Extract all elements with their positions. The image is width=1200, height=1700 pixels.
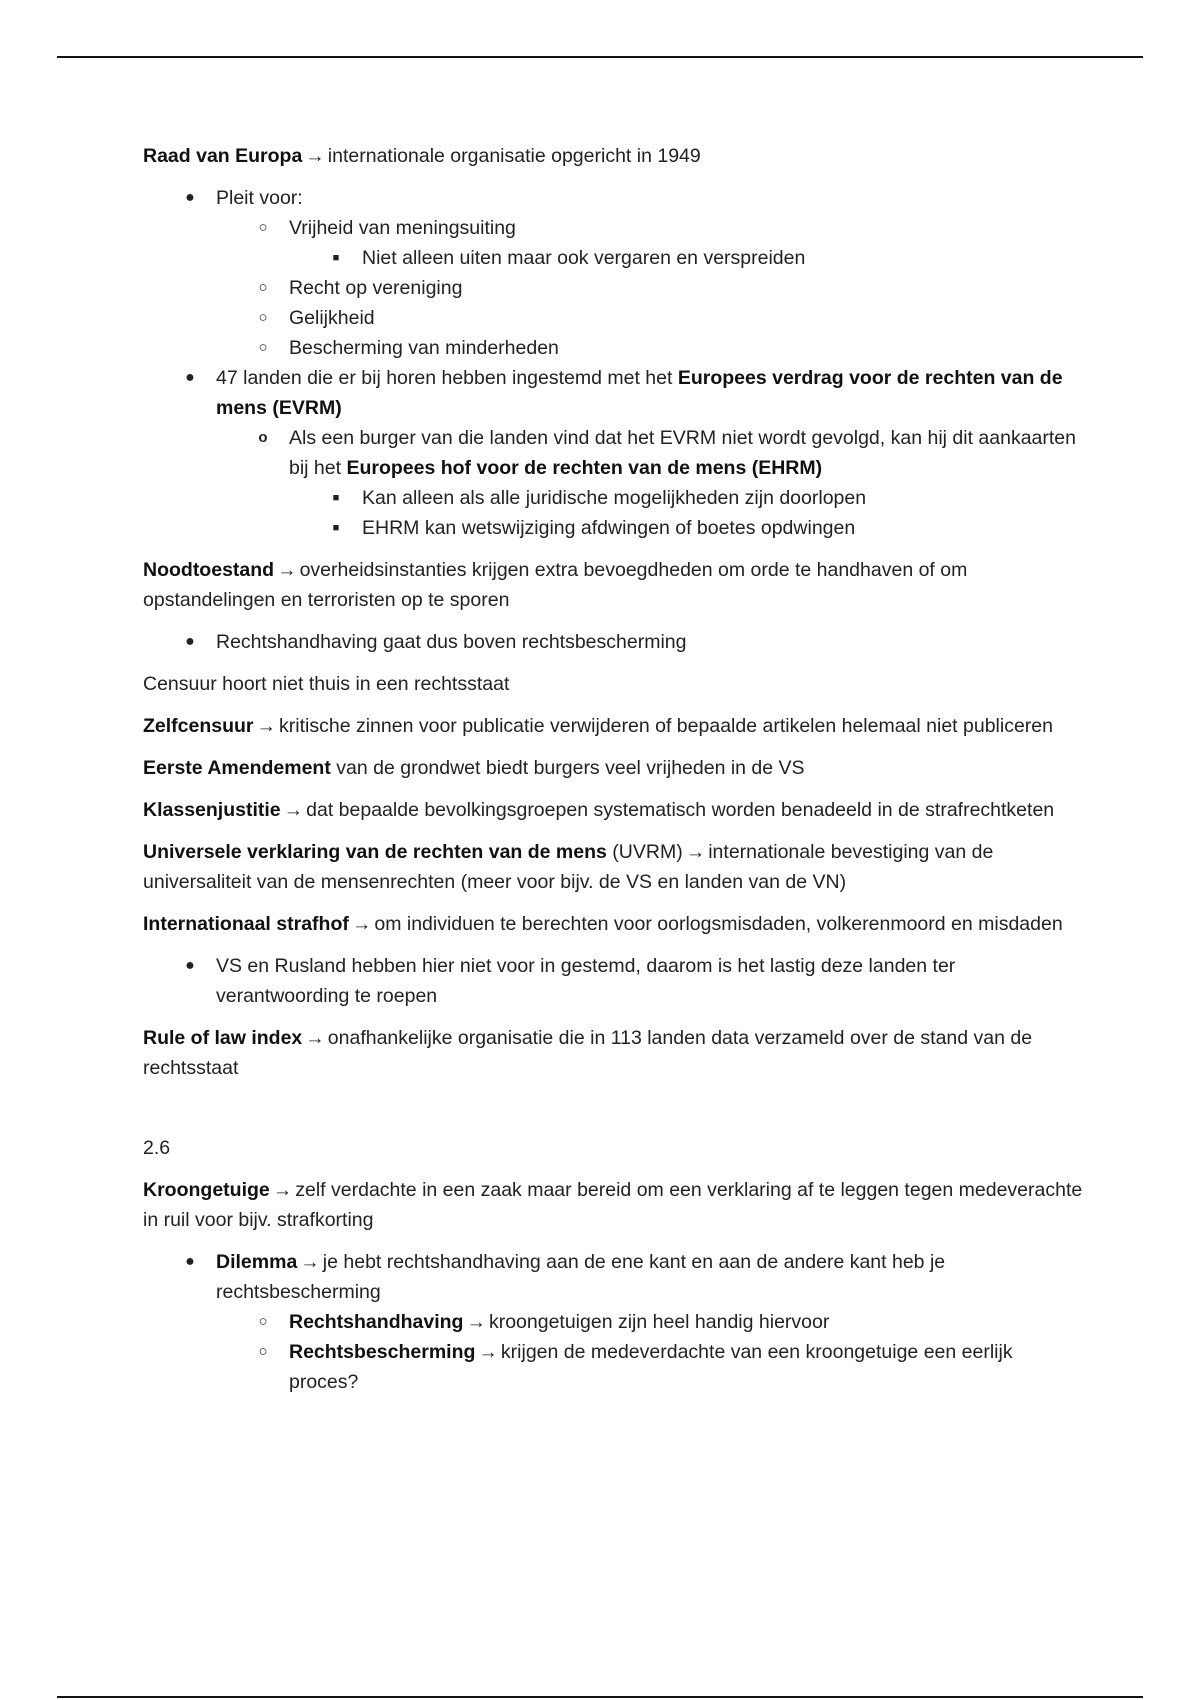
square-bullet-icon: ■ xyxy=(332,252,340,264)
list-item xyxy=(216,303,1083,333)
list-item-text: EHRM kan wetswijziging afdwingen of boetes opdwingen xyxy=(362,517,856,539)
term-ehrm: Europees hof voor de rechten van de mens (EHRM) xyxy=(346,457,823,479)
bullet-icon: ● xyxy=(185,957,195,974)
list-item-text: Vrijheid van meningsuiting xyxy=(289,217,516,239)
arrow-icon: → xyxy=(466,1311,486,1333)
paragraph-zelfcensuur xyxy=(143,711,1083,741)
list-item-text: 47 landen die er bij horen hebben ingestemd met het xyxy=(216,367,678,389)
section-number: 2.6 xyxy=(143,1137,171,1159)
circle-bullet-icon: ○ xyxy=(258,1313,268,1330)
list-item-text: krijgen de medeverdachte van een kroongetuige een eerlijk proces? xyxy=(289,1341,1013,1393)
definition-klassenjustitie: dat bepaalde bevolkingsgroepen systematisch worden benadeeld in de strafrechtketen xyxy=(306,799,1055,821)
paragraph-noodtoestand xyxy=(143,555,1083,615)
abbreviation-uvrm: (UVRM) xyxy=(606,841,683,863)
paragraph-kroongetuige xyxy=(143,1175,1083,1235)
arrow-icon: → xyxy=(685,841,706,863)
footer-rule xyxy=(57,1696,1143,1698)
paragraph-eerste-amendement xyxy=(143,753,1083,783)
arrow-icon: → xyxy=(283,799,304,821)
arrow-icon: → xyxy=(256,715,277,737)
list-strafhof xyxy=(143,951,1083,1011)
definition-noodtoestand: overheidsinstanties krijgen extra bevoegdheden om orde te handhaven of om opstandelingen en terroristen op te sporen xyxy=(143,559,968,611)
bullet-icon: ● xyxy=(185,369,195,386)
term-dilemma: Dilemma xyxy=(216,1251,298,1273)
term-noodtoestand: Noodtoestand xyxy=(143,559,275,581)
definition-raad-van-europa: internationale organisatie opgericht in 1949 xyxy=(327,145,701,167)
definition-zelfcensuur: kritische zinnen voor publicatie verwijderen of bepaalde artikelen helemaal niet publiceren xyxy=(279,715,1053,737)
list-item xyxy=(216,1307,1083,1337)
term-internationaal-strafhof: Internationaal strafhof xyxy=(143,913,349,935)
term-evrm: Europees verdrag voor de rechten van de mens (EVRM) xyxy=(216,367,1063,419)
list-item xyxy=(216,333,1083,363)
arrow-icon: → xyxy=(305,1027,325,1049)
definition-uvrm: internationale bevestiging van de universaliteit van de mensenrechten (meer voor bijv. de VS en landen van de VN) xyxy=(143,841,994,893)
arrow-icon: → xyxy=(300,1251,320,1273)
paragraph-klassenjustitie xyxy=(143,795,1083,825)
list-item xyxy=(289,483,1083,513)
bullet-icon: ● xyxy=(185,1253,195,1270)
list-item xyxy=(143,627,1083,657)
term-rechtshandhaving: Rechtshandhaving xyxy=(289,1311,464,1333)
list-item-text: Recht op vereniging xyxy=(289,277,463,299)
list-item-text: Niet alleen uiten maar ook vergaren en verspreiden xyxy=(362,247,806,269)
list-item-text: VS en Rusland hebben hier niet voor in gestemd, daarom is het lastig deze landen ter verantwoording te roepen xyxy=(216,955,956,1007)
term-zelfcensuur: Zelfcensuur xyxy=(143,715,254,737)
document-body xyxy=(143,141,1083,1397)
arrow-icon: → xyxy=(272,1179,293,1201)
list-item xyxy=(143,363,1083,543)
list-item-text: Gelijkheid xyxy=(289,307,375,329)
list-kroongetuige xyxy=(143,1247,1083,1397)
list-raad-van-europa xyxy=(143,183,1083,543)
list-item xyxy=(143,183,1083,363)
list-item-text: Bescherming van minderheden xyxy=(289,337,559,359)
header-rule xyxy=(57,56,1143,58)
circle-bullet-icon: o xyxy=(258,429,268,446)
term-klassenjustitie: Klassenjustitie xyxy=(143,799,281,821)
definition-kroongetuige: zelf verdachte in een zaak maar bereid om een verklaring af te leggen tegen medeverachte in ruil voor bijv. strafkorting xyxy=(143,1179,1083,1231)
circle-bullet-icon: ○ xyxy=(258,219,268,236)
term-rule-of-law-index: Rule of law index xyxy=(143,1027,303,1049)
list-item-text: Pleit voor: xyxy=(216,187,303,209)
term-eerste-amendement: Eerste Amendement xyxy=(143,757,331,779)
arrow-icon: → xyxy=(277,559,297,581)
sublist xyxy=(216,1307,1083,1397)
list-item-text: Als een burger van die landen vind dat het EVRM niet wordt gevolgd, kan hij dit aankaarten bij het xyxy=(289,427,1076,479)
list-item xyxy=(289,513,1083,543)
term-raad-van-europa: Raad van Europa xyxy=(143,145,303,167)
circle-bullet-icon: ○ xyxy=(258,339,268,356)
list-item-text: Rechtshandhaving gaat dus boven rechtsbescherming xyxy=(216,631,687,653)
arrow-icon: → xyxy=(305,145,325,167)
circle-bullet-icon: ○ xyxy=(258,279,268,296)
paragraph-censuur: Censuur hoort niet thuis in een rechtsstaat xyxy=(143,673,510,695)
list-item xyxy=(143,1247,1083,1397)
arrow-icon: → xyxy=(351,913,372,935)
paragraph-rule-of-law-index xyxy=(143,1023,1083,1083)
list-item-text: je hebt rechtshandhaving aan de ene kant en aan de andere kant heb je rechtsbescherming xyxy=(216,1251,946,1303)
list-item xyxy=(143,951,1083,1011)
paragraph-raad-van-europa xyxy=(143,141,1083,171)
square-bullet-icon: ■ xyxy=(332,522,340,534)
list-item xyxy=(216,273,1083,303)
circle-bullet-icon: ○ xyxy=(258,1343,268,1360)
square-bullet-icon: ■ xyxy=(332,492,340,504)
list-item-text: Kan alleen als alle juridische mogelijkheden zijn doorlopen xyxy=(362,487,867,509)
bullet-icon: ● xyxy=(185,633,195,650)
list-noodtoestand xyxy=(143,627,1083,657)
bullet-icon: ● xyxy=(185,189,195,206)
paragraph-uvrm xyxy=(143,837,1083,897)
arrow-icon: → xyxy=(478,1341,498,1363)
term-rechtsbescherming: Rechtsbescherming xyxy=(289,1341,476,1363)
paragraph-internationaal-strafhof xyxy=(143,909,1083,939)
sublist xyxy=(289,483,1083,543)
sublist xyxy=(289,243,1083,273)
list-item-text: kroongetuigen zijn heel handig hiervoor xyxy=(488,1311,830,1333)
list-item xyxy=(216,423,1083,543)
sublist xyxy=(216,423,1083,543)
term-kroongetuige: Kroongetuige xyxy=(143,1179,270,1201)
list-item xyxy=(216,1337,1083,1397)
definition-eerste-amendement: van de grondwet biedt burgers veel vrijheden in de VS xyxy=(330,757,805,779)
list-item xyxy=(289,243,1083,273)
definition-rule-of-law-index: onafhankelijke organisatie die in 113 landen data verzameld over de stand van de rechtsstaat xyxy=(143,1027,1033,1079)
sublist xyxy=(216,213,1083,363)
term-uvrm: Universele verklaring van de rechten van de mens xyxy=(143,841,607,863)
circle-bullet-icon: ○ xyxy=(258,309,268,326)
list-item xyxy=(216,213,1083,273)
definition-internationaal-strafhof: om individuen te berechten voor oorlogsmisdaden, volkerenmoord en misdaden xyxy=(374,913,1063,935)
